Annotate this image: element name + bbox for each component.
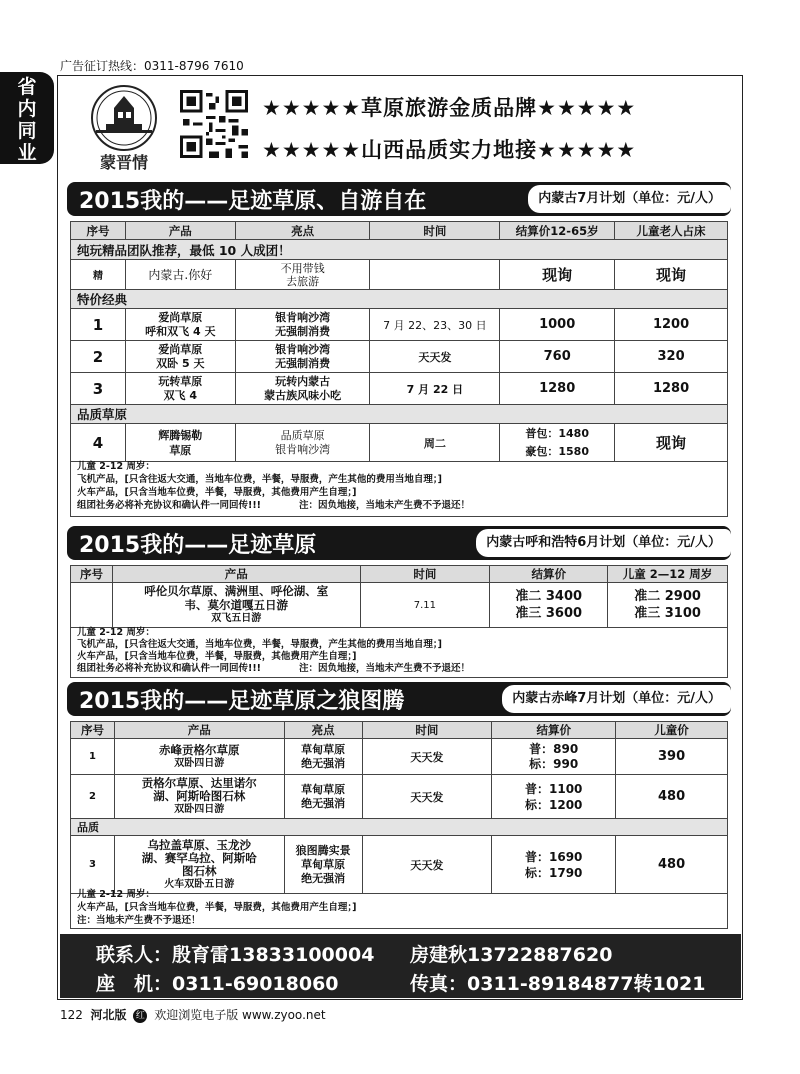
row-product: 乌拉盖草原、玉龙沙 湖、赛罕乌拉、阿斯哈 图石林 — [141, 837, 257, 878]
row-highlight: 草甸草原 绝无强消 — [284, 739, 362, 775]
row-time: 7 月 22、23、30 日 — [370, 309, 500, 341]
side-tab-char: 内 — [17, 98, 37, 120]
contact-fax: 传真：0311-89184877转1021 — [410, 973, 706, 995]
row-price: 1280 — [500, 373, 615, 405]
row-product-sub: 双卧四日游 — [174, 804, 225, 815]
section1-plan: 内蒙古7月计划（单位：元/人） — [528, 185, 731, 213]
qr-code — [180, 90, 248, 158]
row-price-deluxe: 豪包：1580 — [525, 444, 589, 458]
row-child-price: 320 — [615, 341, 728, 373]
contact-person-2: 房建秋13722887620 — [410, 944, 613, 966]
col-header: 儿童价 — [616, 722, 728, 739]
col-header: 儿童老人占床 — [615, 222, 728, 240]
row-highlight: 草甸草原 绝无强消 — [284, 775, 362, 819]
side-tab-char: 同 — [17, 120, 37, 142]
section3-plan: 内蒙古赤峰7月计划（单位：元/人） — [502, 685, 731, 713]
website-link[interactable]: 欢迎浏览电子版 www.zyoo.net — [154, 1008, 326, 1022]
row-child-price-3: 准三 3100 — [634, 606, 701, 621]
row-child-price: 现询 — [615, 260, 728, 290]
row-product: 爱尚草原 双卧 5 天 — [125, 341, 235, 373]
row-time: 7.11 — [360, 583, 490, 628]
row-product-sub: 双飞五日游 — [211, 613, 262, 624]
contact-person-1: 联系人：殷育雷13833100004 — [96, 944, 375, 966]
row-price: 1000 — [500, 309, 615, 341]
hotline: 广告征订热线：0311-8796 7610 — [60, 59, 244, 73]
row-highlight: 狼图腾实景 草甸草原 绝无强消 — [284, 836, 362, 894]
page-footer — [60, 1006, 326, 1023]
section2-title: 2015我的——足迹草原 — [79, 533, 317, 558]
page-number: 122 — [60, 1008, 83, 1022]
row-child-price: 现询 — [615, 424, 728, 462]
row-highlight: 不用带钱 去旅游 — [235, 260, 370, 290]
row-no: 2 — [71, 341, 126, 373]
row-highlight: 银肯响沙湾 无强制消费 — [235, 341, 370, 373]
col-header: 序号 — [71, 566, 113, 583]
row-time: 天天发 — [370, 341, 500, 373]
section3-header — [67, 682, 731, 716]
category-row: 纯玩精品团队推荐，最低 10 人成团！ — [71, 240, 728, 260]
row-no: 1 — [71, 309, 126, 341]
section2-plan: 内蒙古呼和浩特6月计划（单位：元/人） — [476, 529, 731, 557]
section1-notes: 儿童 2-12 周岁： 飞机产品，[只含往返大交通，当地车位费，半餐，导服费，产生其他的费用当地自理；] 火车产品，[只含当地车位费，半餐，导服费，其他费用产生自理；] 组团社务必将补充协议和确认件一同回传!!! 注：因负地接，当地未产生费不予退还！ — [70, 459, 728, 517]
contact-bar — [60, 934, 741, 998]
side-tab-char: 业 — [17, 142, 37, 164]
row-highlight: 银肯响沙湾 无强制消费 — [235, 309, 370, 341]
row-no: 4 — [71, 424, 126, 462]
section2-header — [67, 526, 731, 560]
col-header: 产品 — [112, 566, 360, 583]
row-product: 呼伦贝尔草原、满洲里、呼伦湖、室 韦、莫尔道嘎五日游 — [144, 584, 329, 612]
row-time: 天天发 — [362, 836, 492, 894]
row-price: 760 — [500, 341, 615, 373]
section1-title: 2015我的——足迹草原、自游自在 — [79, 189, 427, 214]
col-header: 产品 — [125, 222, 235, 240]
row-product: 玩转草原 双飞 4 — [125, 373, 235, 405]
edition-label: 河北版 — [90, 1008, 127, 1022]
side-tab — [0, 72, 54, 164]
col-header: 结算价 — [490, 566, 608, 583]
row-highlight: 品质草原 银肯响沙湾 — [235, 424, 370, 462]
row-product-sub: 火车双卧五日游 — [164, 878, 235, 890]
section1-header — [67, 182, 731, 216]
col-header: 序号 — [71, 222, 126, 240]
section2-notes: 儿童 2-12 周岁： 飞机产品，[只含往返大交通，当地车位费，半餐，导服费，产生其他的费用当地自理；] 火车产品，[只含当地车位费，半餐，导服费，其他费用产生自理；] 组团社务必将补充协议和确认件一同回传!!! 注：因负地接，当地未产生费不予退还！ — [70, 626, 728, 678]
slogan-quality: ★★★★★山西品质实力地接★★★★★ — [262, 138, 637, 162]
col-header: 结算价 — [492, 722, 616, 739]
row-product: 赤峰贡格尔草原 — [159, 742, 240, 757]
section1-table — [70, 221, 728, 462]
col-header: 时间 — [362, 722, 492, 739]
row-price-premium: 标：1200 — [525, 797, 583, 812]
row-child-price: 480 — [616, 775, 728, 819]
category-row: 品质草原 — [71, 405, 728, 424]
row-product: 贡格尔草原、达里诺尔 湖、阿斯哈图石林 — [141, 776, 257, 803]
col-header: 结算价12-65岁 — [500, 222, 615, 240]
row-product: 内蒙古.你好 — [125, 260, 235, 290]
row-child-price: 480 — [616, 836, 728, 894]
row-no: 3 — [71, 373, 126, 405]
row-product-sub: 双卧四日游 — [174, 757, 225, 769]
row-no: 1 — [71, 739, 115, 775]
row-price-standard: 普：1690 — [525, 849, 583, 864]
row-time — [370, 260, 500, 290]
hong-badge-icon: 红 — [133, 1009, 147, 1023]
contact-phone: 座 机：0311-69018060 — [96, 973, 339, 995]
row-price-standard: 普：890 — [529, 741, 579, 756]
row-product: 爱尚草原 呼和双飞 4 天 — [125, 309, 235, 341]
row-time: 天天发 — [362, 739, 492, 775]
row-time: 周二 — [370, 424, 500, 462]
col-header: 亮点 — [235, 222, 370, 240]
row-time: 7 月 22 日 — [370, 373, 500, 405]
slogan-gold-brand: ★★★★★草原旅游金质品牌★★★★★ — [262, 96, 637, 120]
row-highlight: 玩转内蒙古 蒙古族风味小吃 — [235, 373, 370, 405]
section3-table — [70, 721, 728, 894]
section3-notes: 儿童 2-12 周岁： 火车产品，[只含当地车位费，半餐，导服费，其他费用产生自理；] 注：当地未产生费不予退还！ — [70, 887, 728, 929]
row-child-price: 390 — [616, 739, 728, 775]
row-time: 天天发 — [362, 775, 492, 819]
row-price-premium: 标：990 — [529, 756, 579, 771]
col-header: 时间 — [360, 566, 490, 583]
row-no — [71, 583, 113, 628]
section3-title: 2015我的——足迹草原之狼图腾 — [79, 689, 405, 714]
col-header: 儿童 2—12 周岁 — [608, 566, 728, 583]
row-price-standard: 普包：1480 — [525, 426, 589, 440]
category-row: 特价经典 — [71, 290, 728, 309]
col-header: 亮点 — [284, 722, 362, 739]
col-header: 序号 — [71, 722, 115, 739]
section2-table — [70, 565, 728, 628]
side-tab-char: 省 — [17, 76, 37, 98]
row-no: 精 — [71, 260, 126, 290]
row-child-price: 1200 — [615, 309, 728, 341]
col-header: 产品 — [114, 722, 284, 739]
row-product: 辉腾锡勒 草原 — [125, 424, 235, 462]
row-price-3: 准三 3600 — [515, 606, 583, 621]
brand-logo — [80, 82, 168, 174]
row-price: 现询 — [500, 260, 615, 290]
row-price-standard: 普：1100 — [525, 781, 583, 796]
col-header: 时间 — [370, 222, 500, 240]
row-no: 2 — [71, 775, 115, 819]
category-row: 品质 — [71, 819, 728, 836]
row-no: 3 — [71, 836, 115, 894]
row-child-price-2: 准二 2900 — [634, 589, 701, 604]
row-price-2: 准二 3400 — [515, 589, 583, 604]
brand-name: 蒙晋情 — [99, 153, 149, 172]
row-price-premium: 标：1790 — [525, 865, 583, 880]
row-child-price: 1280 — [615, 373, 728, 405]
